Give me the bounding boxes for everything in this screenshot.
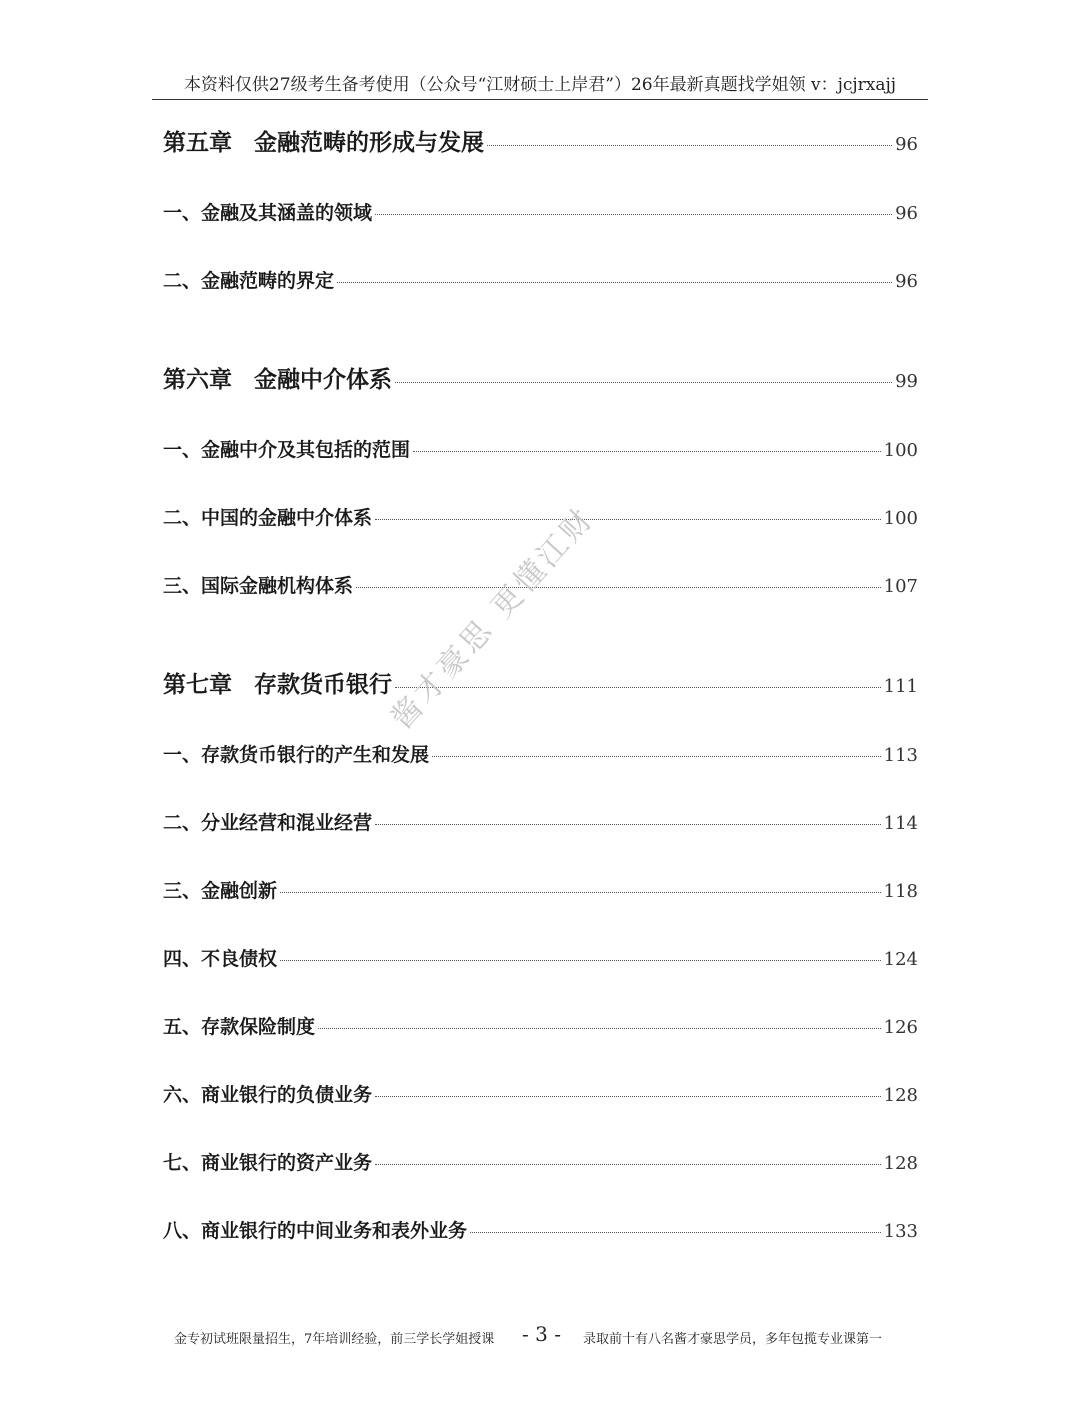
page-number: 96	[895, 203, 918, 224]
section-title: 一、金融中介及其包括的范围	[163, 439, 411, 461]
section-title: 八、商业银行的中间业务和表外业务	[163, 1220, 468, 1242]
chapter-number: 第六章	[163, 366, 232, 393]
dot-leader	[470, 1231, 881, 1233]
dot-leader	[413, 450, 881, 452]
toc-section-row[interactable]	[163, 1012, 918, 1039]
dot-leader	[280, 891, 881, 893]
dot-leader	[375, 213, 892, 215]
section-title: 二、金融范畴的界定	[163, 270, 335, 292]
page-number: 128	[883, 1153, 918, 1174]
chapter-title: 金融范畴的形成与发展	[254, 129, 484, 156]
page-number: 113	[883, 745, 918, 766]
page-number: 107	[883, 576, 918, 597]
toc-chapter-row[interactable]	[163, 124, 918, 157]
chapter-number: 第五章	[163, 129, 232, 156]
dot-leader	[375, 1163, 881, 1165]
footer-right-text: 录取前十有八名酱才豪思学员，多年包揽专业课第一	[583, 1332, 883, 1347]
page-number: 124	[883, 949, 918, 970]
section-title: 二、分业经营和混业经营	[163, 812, 373, 834]
page-number: 118	[883, 881, 918, 902]
toc-section-row[interactable]	[163, 198, 918, 225]
dot-leader	[395, 686, 881, 688]
page-number: 96	[895, 271, 918, 292]
section-title: 一、金融及其涵盖的领域	[163, 202, 373, 224]
toc-section-row[interactable]	[163, 1080, 918, 1107]
dot-leader	[318, 1027, 881, 1029]
dot-leader	[280, 959, 881, 961]
section-title: 三、国际金融机构体系	[163, 575, 354, 597]
page-number: 133	[883, 1221, 918, 1242]
toc-chapter-row[interactable]	[163, 361, 918, 394]
toc-section-row[interactable]	[163, 266, 918, 293]
page-number: 114	[883, 813, 918, 834]
section-title: 五、存款保险制度	[163, 1016, 316, 1038]
dot-leader	[432, 755, 881, 757]
section-title: 七、商业银行的资产业务	[163, 1152, 373, 1174]
section-title: 二、中国的金融中介体系	[163, 507, 373, 529]
page-number: 128	[883, 1085, 918, 1106]
toc-chapter-label	[163, 666, 392, 699]
dot-leader	[395, 381, 892, 383]
page-number: 126	[883, 1017, 918, 1038]
toc-section-row[interactable]	[163, 1216, 918, 1243]
dot-leader	[375, 823, 881, 825]
section-title: 六、商业银行的负债业务	[163, 1084, 373, 1106]
page-number: 96	[895, 134, 918, 155]
toc-section-row[interactable]	[163, 435, 918, 462]
watermark: 酱才豪思 更懂江财	[384, 500, 602, 737]
toc-section-row[interactable]	[163, 808, 918, 835]
page-number: 100	[883, 508, 918, 529]
page-number: 111	[883, 676, 918, 697]
toc-section-row[interactable]	[163, 944, 918, 971]
toc-section-row[interactable]	[163, 740, 918, 767]
toc-section-row[interactable]	[163, 1148, 918, 1175]
dot-leader	[356, 586, 881, 588]
footer-left-text: 金专初试班限量招生，7年培训经验，前三学长学姐授课	[174, 1332, 495, 1347]
toc-chapter-row[interactable]	[163, 666, 918, 699]
toc-chapter-label	[163, 361, 392, 394]
dot-leader	[337, 281, 892, 283]
chapter-title: 金融中介体系	[254, 366, 392, 393]
page-number: 99	[895, 371, 918, 392]
section-title: 一、存款货币银行的产生和发展	[163, 744, 430, 766]
page-number: 100	[883, 440, 918, 461]
chapter-number: 第七章	[163, 671, 232, 698]
dot-leader	[487, 144, 892, 146]
toc-section-row[interactable]	[163, 876, 918, 903]
footer-page-number: - 3 -	[522, 1322, 561, 1346]
section-title: 四、不良债权	[163, 948, 278, 970]
dot-leader	[375, 518, 881, 520]
page-footer	[0, 1322, 1080, 1352]
toc-chapter-label	[163, 124, 484, 157]
page-header: 本资料仅供27级考生备考使用（公众号“江财硕士上岸君”）26年最新真题找学姐领 v：jcjrxajj	[152, 70, 928, 100]
section-title: 三、金融创新	[163, 880, 278, 902]
chapter-title: 存款货币银行	[254, 671, 392, 698]
dot-leader	[375, 1095, 881, 1097]
